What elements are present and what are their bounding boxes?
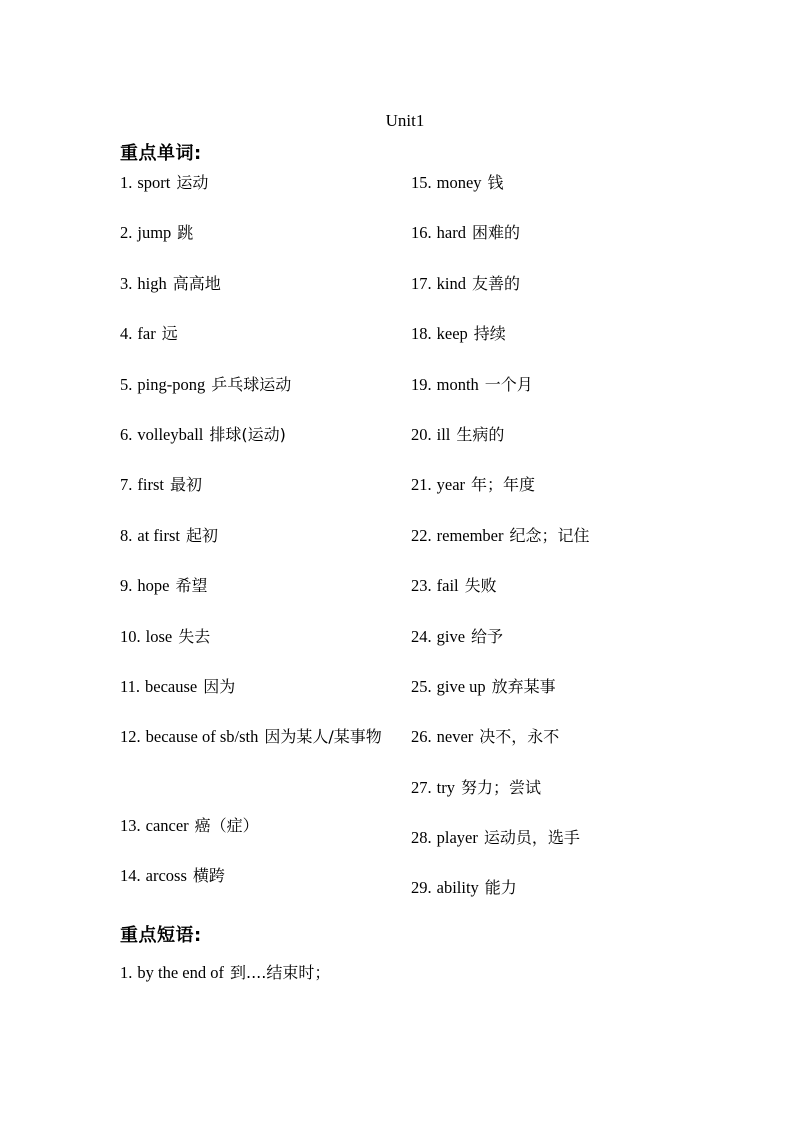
- vocab-item: 23. fail 失败: [411, 576, 497, 596]
- vocab-item: 9. hope 希望: [120, 576, 208, 596]
- vocab-item: 16. hard 困难的: [411, 223, 520, 243]
- vocab-item: 3. high 高高地: [120, 273, 221, 293]
- vocab-item: 17. kind 友善的: [411, 273, 520, 293]
- vocab-item: 28. player 运动员，选手: [411, 828, 580, 848]
- vocab-item: 6. volleyball 排球(运动): [120, 424, 286, 444]
- vocab-item: 25. give up 放弃某事: [411, 676, 556, 696]
- phrase-list: [120, 961, 330, 985]
- phrases-section-heading: 重点短语:: [120, 925, 202, 946]
- vocab-item: 27. try 努力；尝试: [411, 777, 541, 797]
- vocab-item: 21. year 年；年度: [411, 475, 536, 495]
- vocab-item: 2. jump 跳: [120, 223, 194, 243]
- vocab-item: 13. cancer 癌（症）: [120, 816, 259, 836]
- vocab-item: 22. remember 纪念；记住: [411, 525, 590, 545]
- vocab-item: 8. at first 起初: [120, 525, 219, 545]
- vocab-item: 18. keep 持续: [411, 324, 506, 344]
- vocab-item: 20. ill 生病的: [411, 424, 505, 444]
- page-title: Unit1: [385, 111, 425, 130]
- vocab-item: 29. ability 能力: [411, 878, 517, 898]
- vocab-item: 7. first 最初: [120, 475, 202, 495]
- vocab-item: 1. sport 运动: [120, 173, 209, 192]
- vocab-item: 19. month 一个月: [411, 374, 533, 394]
- vocab-item: 5. ping-pong 乒乓球运动: [120, 374, 292, 394]
- vocab-list-left: [120, 171, 395, 915]
- vocab-item: 10. lose 失去: [120, 626, 211, 646]
- vocab-item: 14. arcoss 横跨: [120, 866, 225, 886]
- vocab-item: 26. never 决不，永不: [411, 727, 560, 747]
- vocab-list-right: [411, 171, 701, 927]
- phrase-item: 1. by the end of 到....结束时；: [120, 963, 331, 982]
- vocab-item: 15. money 钱: [411, 173, 504, 192]
- vocab-item: 12. because of sb/sth 因为某人/某事物: [120, 727, 382, 747]
- vocab-item: 24. give 给予: [411, 626, 504, 646]
- vocab-item: 11. because 因为: [120, 676, 236, 696]
- vocab-item: 4. far 远: [120, 324, 178, 344]
- vocab-section-heading: 重点单词:: [120, 143, 202, 164]
